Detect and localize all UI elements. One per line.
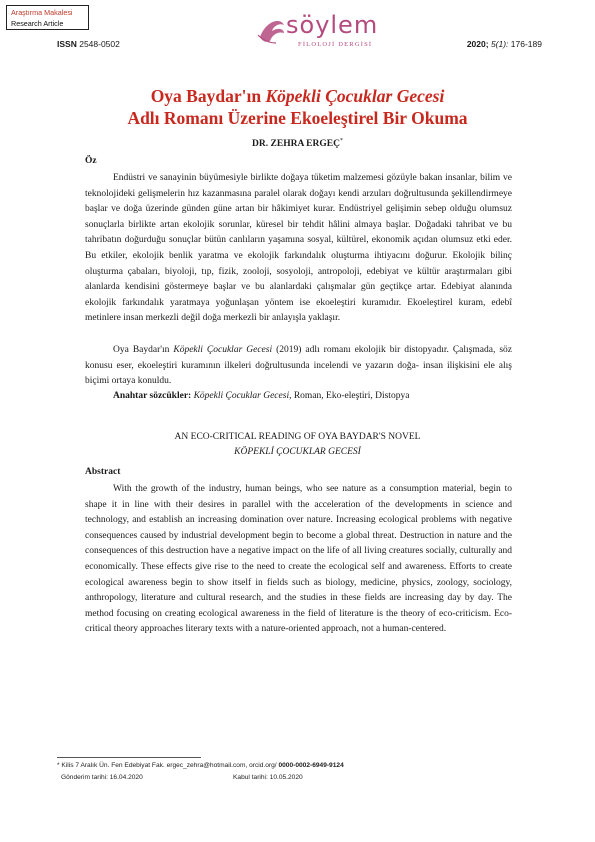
author-name: DR. ZEHRA ERGEÇ [252,139,340,150]
article-type-badge [6,5,89,30]
issn-label: ISSN [57,39,77,49]
oz-paragraph-2 [85,343,512,390]
oz-paragraph-1: Endüstri ve sanayinin büyümesiyle birlikte doğaya tüketim malzemesi gözüyle bakan insanlar, bilim ve teknolojideki gelişmelerin hız kazanmasına paralel olarak doğayı kendi arzuları doğrultusunda şekillendirmeye başlar ve doğa üzerinde günden güne artan bir hâkimiyet kurar. Endüstriyel gelişimin sebep olduğu olumsuz sonuçlarla birlikte artan ekolojik sorunlar, küresel bir tehdit hâlini almaya başlar. Doğadaki tahribat ve bu tahribatın doğurduğu sonuçlar bütün canlıların yaşamına sosyal, kültürel, ekonomik açıdan olumsuz etki eder. Bu etkiler, ekolojik benlik yaratma ve ekolojik farkındalık oluşturma ihtiyacını doğurur. Ekolojik bilinç oluşturma çabaları, biyoloji, tıp, fizik, zooloji, sosyoloji, antropoloji, edebiyat ve kültür araştırmaları gibi alanlarda kendisini göstermeye başlar ve bu alanlardaki çalışmalar gün geçtikçe artar. Edebiyat alanında ekolojik farkındalık yaratmaya yoğunlaşan yöntem ise ekoeleştiri kuramıdır. Ekoeleştirel kuram, edebî metinlere insan merkezli değil doğa merkezli bir anlayışla yaklaşır. [85,173,512,324]
volume: 5(1): [490,39,509,49]
title-novel-name: Köpekli Çocuklar Gecesi [265,86,445,106]
issn-value: 2548-0502 [79,39,120,49]
keywords-label: Anahtar sözcükler: [113,391,192,401]
oz-p2-prefix: Oya Baydar'ın [113,345,174,355]
article-type-sublabel: Research Article [11,19,64,28]
footnote-text: * Kilis 7 Aralık Ün. Fen Edebiyat Fak. ergec_zehra@hotmail.com, orcid.org/ [57,762,277,769]
author [0,138,595,149]
journal-logo-text: söylem [286,11,379,39]
oz-heading: Öz [85,156,97,166]
received-label: Gönderim tarihi: [61,774,108,781]
abstract-paragraph: With the growth of the industry, human beings, who see nature as a consumption material, begin to shape it in line with their desires in parallel with the acceleration of the developments in science and technology, and establish an increasing domination over nature. Increasing ecological problems with negative consequences caused by industrial development begin to become a global threat. Destruction in nature and the consequences of this destruction have a negative impact on the life of all living creatures socially, culturally and economically. These effects give rise to the need to create the ecological self and awareness. Efforts to create ecological awareness begin to show itself in fields such as biology, medicine, physics, zoology, sociology, anthropology, literature and cultural research, and the studies in these fields are increasing day by day. The method focusing on creating ecological awareness in the field of literature is the theory of eco-criticism. Eco-critical theory approaches literary texts with a nature-oriented approach, not a human-centered. [85,484,512,635]
author-footnote-mark: * [339,138,343,144]
article-type-label: Araştırma Makalesi [11,8,73,17]
pages: 176-189 [510,39,542,49]
footnote-orcid: 0000-0002-6949-9124 [278,762,344,769]
accepted-label: Kabul tarihi: [233,774,268,781]
oz-p2-rest: (2019) adlı romanı ekolojik bir distopyadır. Çalışmada, söz konusu eser, ekoeleştiri kuramının ilkeleri doğrultusunda incelendi ve yazarın doğa- insan ilişkisini ele alış biçimi ortaya konuldu. [85,345,512,387]
oz-p2-novel: Köpekli Çocuklar Gecesi [173,345,273,355]
footnote-accepted [233,774,303,781]
english-title-line2: KÖPEKLİ ÇOCUKLAR GECESİ [234,447,361,457]
paper-title-line1 [0,86,595,107]
issn [57,39,120,49]
footnote-received [61,774,143,781]
title-prefix: Oya Baydar'ın [150,86,266,106]
footnote-affiliation [57,762,344,769]
keywords [113,391,409,401]
english-title-line1: AN ECO-CRITICAL READING OF OYA BAYDAR'S NOVEL [174,432,421,442]
footnote-rule [57,757,201,758]
keywords-novel: Köpekli Çocuklar Gecesi [193,391,290,401]
received-date: 16.04.2020 [109,774,143,781]
year: 2020; [466,39,489,49]
paper-title-line2: Adlı Romanı Üzerine Ekoeleştirel Bir Okuma [127,108,468,128]
volume-info [467,39,542,49]
abstract-heading: Abstract [85,467,121,477]
keywords-rest: , Roman, Eko-eleştiri, Distopya [289,391,410,401]
accepted-date: 10.05.2020 [269,774,303,781]
journal-logo-subtitle: FİLOLOJİ DERGİSİ [298,41,373,48]
